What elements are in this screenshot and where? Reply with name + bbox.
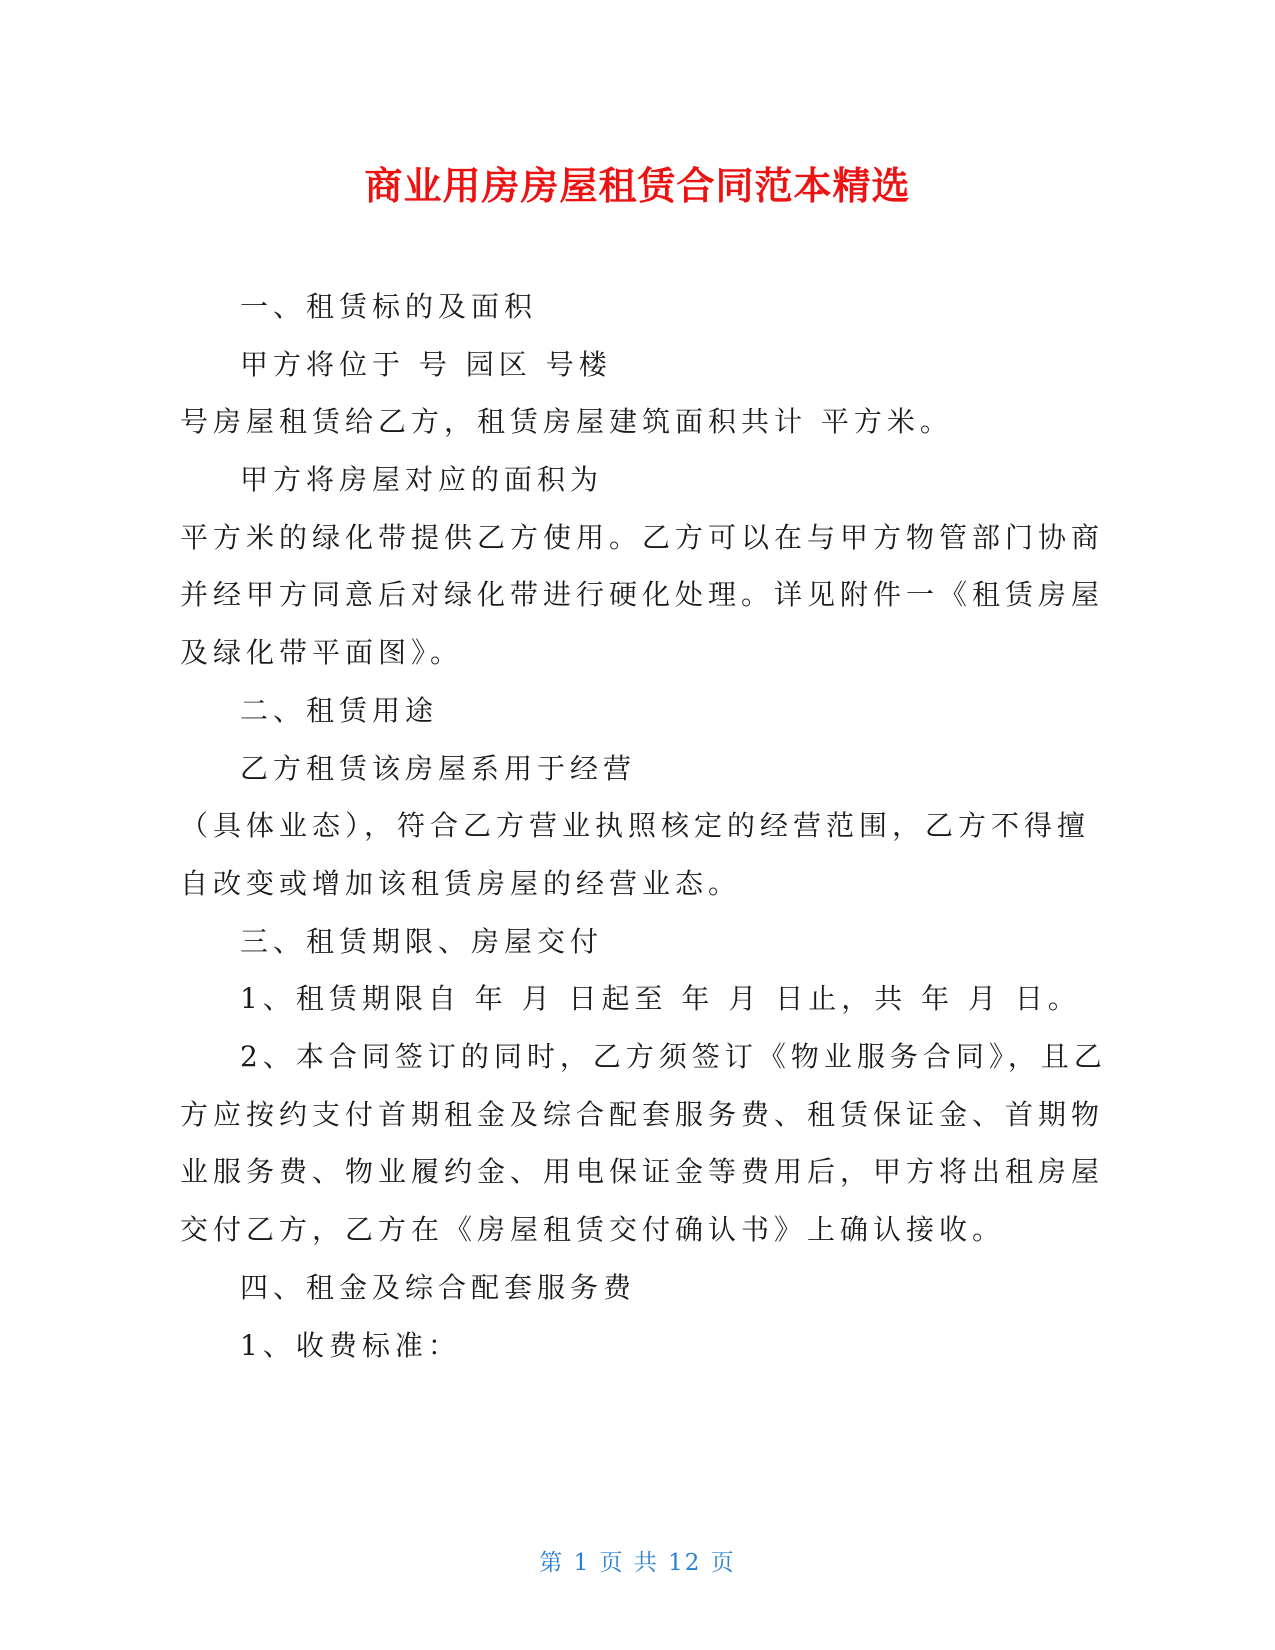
paragraph-line: 2、本合同签订的同时，乙方须签订《物业服务合同》，且乙	[240, 1040, 1107, 1073]
section-heading-3: 三、租赁期限、房屋交付	[240, 925, 604, 958]
section-heading-2: 二、租赁用途	[240, 694, 439, 727]
paragraph-line: 业服务费、物业履约金、用电保证金等费用后，甲方将出租房屋	[180, 1155, 1105, 1188]
paragraph-line: 自改变或增加该租赁房屋的经营业态。	[180, 867, 742, 900]
paragraph-line: 及绿化带平面图》。	[180, 636, 464, 669]
paragraph-line: 并经甲方同意后对绿化带进行硬化处理。详见附件一《租赁房屋	[180, 578, 1105, 611]
section-heading-4: 四、租金及综合配套服务费	[240, 1271, 637, 1304]
paragraph-line: 乙方租赁该房屋系用于经营	[240, 752, 637, 785]
paragraph-line: 1、收费标准：	[240, 1329, 461, 1362]
paragraph-line: 平方米的绿化带提供乙方使用。乙方可以在与甲方物管部门协商	[180, 521, 1105, 554]
paragraph-line: （具体业态），符合乙方营业执照核定的经营范围，乙方不得擅	[180, 809, 1091, 842]
paragraph-line: 甲方将房屋对应的面积为	[240, 463, 604, 496]
paragraph-line: 交付乙方，乙方在《房屋租赁交付确认书》上确认接收。	[180, 1213, 1006, 1246]
section-heading-1: 一、租赁标的及面积	[240, 290, 538, 323]
page-number-footer: 第 1 页 共 12 页	[539, 1550, 736, 1576]
paragraph-line: 方应按约支付首期租金及综合配套服务费、租赁保证金、首期物	[180, 1098, 1105, 1131]
paragraph-line: 1、租赁期限自 年 月 日起至 年 月 日止，共 年 月 日。	[240, 982, 1081, 1015]
paragraph-line: 号房屋租赁给乙方，租赁房屋建筑面积共计 平方米。	[180, 405, 953, 438]
document-title: 商业用房房屋租赁合同范本精选	[364, 164, 911, 208]
paragraph-line: 甲方将位于 号 园区 号楼	[240, 348, 612, 381]
